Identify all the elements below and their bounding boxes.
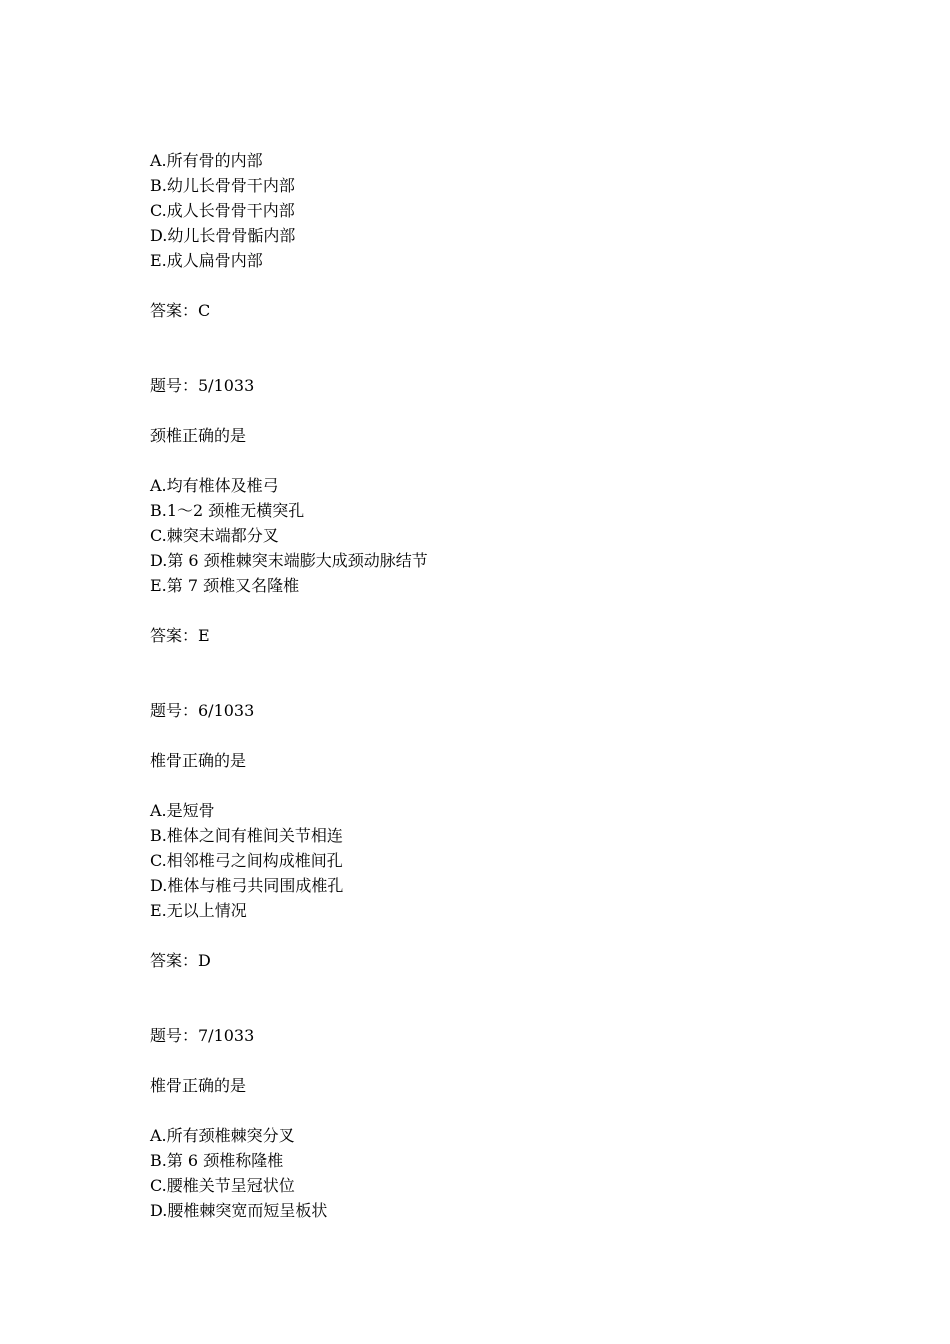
- option-c: C.棘突末端都分叉: [150, 526, 279, 545]
- option-c: C.成人长骨骨干内部: [150, 201, 295, 220]
- option-e: E.成人扁骨内部: [150, 251, 263, 270]
- question-stem: 颈椎正确的是: [150, 426, 247, 445]
- option-a: A.是短骨: [150, 801, 215, 820]
- option-a: A.所有颈椎棘突分叉: [150, 1126, 295, 1145]
- option-a: A.所有骨的内部: [150, 151, 263, 170]
- option-d: D.幼儿长骨骨骺内部: [150, 226, 296, 245]
- question-5: [150, 373, 850, 648]
- option-d: D.椎体与椎弓共同围成椎孔: [150, 876, 344, 895]
- question-number: 题号：7/1033: [150, 1026, 255, 1045]
- option-e: E.无以上情况: [150, 901, 247, 920]
- document-page: [150, 148, 850, 1223]
- question-stem: 椎骨正确的是: [150, 1076, 247, 1095]
- question-4: [150, 148, 850, 323]
- question-7: [150, 1023, 850, 1223]
- option-a: A.均有椎体及椎弓: [150, 476, 279, 495]
- option-c: C.相邻椎弓之间构成椎间孔: [150, 851, 343, 870]
- answer: 答案：D: [150, 951, 211, 970]
- option-d: D.第 6 颈椎棘突末端膨大成颈动脉结节: [150, 551, 428, 570]
- answer: 答案：E: [150, 626, 210, 645]
- option-c: C.腰椎关节呈冠状位: [150, 1176, 295, 1195]
- option-b: B.幼儿长骨骨干内部: [150, 176, 295, 195]
- option-b: B.1～2 颈椎无横突孔: [150, 501, 305, 520]
- answer: 答案：C: [150, 301, 211, 320]
- option-d: D.腰椎棘突宽而短呈板状: [150, 1201, 328, 1220]
- question-stem: 椎骨正确的是: [150, 751, 247, 770]
- question-6: [150, 698, 850, 973]
- option-b: B.椎体之间有椎间关节相连: [150, 826, 343, 845]
- question-number: 题号：6/1033: [150, 701, 255, 720]
- option-b: B.第 6 颈椎称隆椎: [150, 1151, 284, 1170]
- option-e: E.第 7 颈椎又名隆椎: [150, 576, 300, 595]
- question-number: 题号：5/1033: [150, 376, 255, 395]
